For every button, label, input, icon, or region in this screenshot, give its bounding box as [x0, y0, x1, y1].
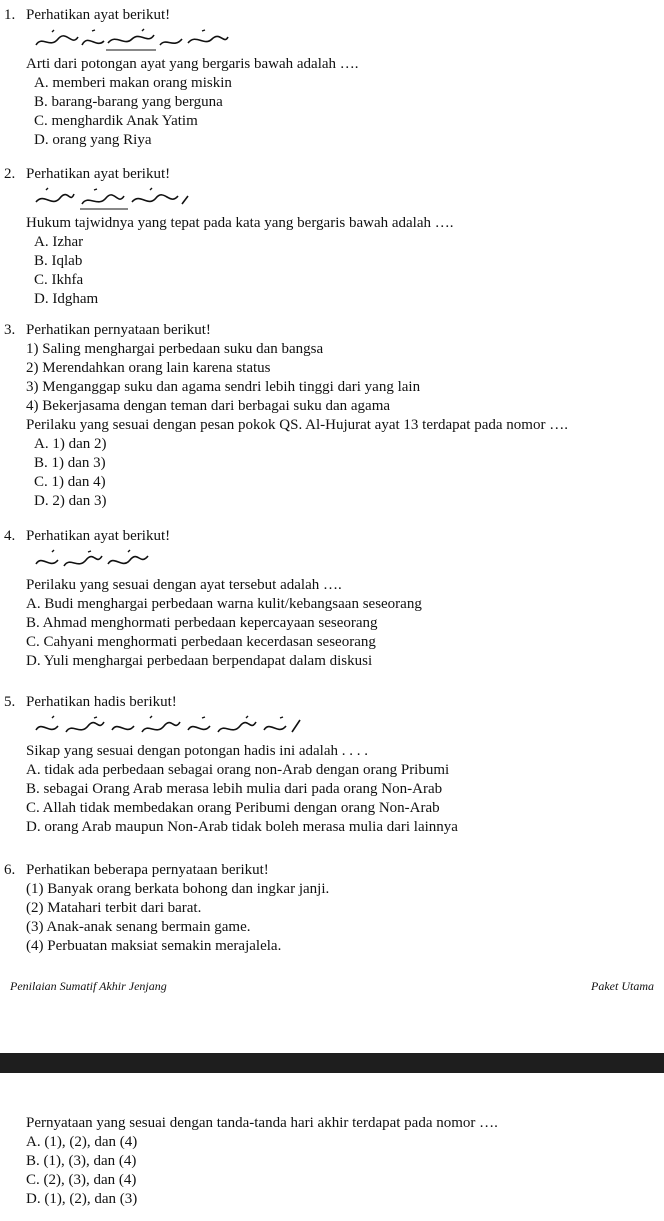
arabic-verse-image	[4, 25, 654, 55]
question-number: 1.	[4, 7, 16, 23]
question-1-header	[4, 6, 654, 25]
page-footer	[10, 977, 654, 996]
answer-option-a[interactable]: A. (1), (2), dan (4)	[26, 1134, 138, 1150]
arabic-hadith-image	[4, 712, 654, 742]
footer-assessment-title: Penilaian Sumatif Akhir Jenjang	[10, 979, 167, 993]
question-instruction: Hukum tajwidnya yang tepat pada kata yang bergaris bawah adalah ….	[26, 215, 454, 231]
statement-item: 2) Merendahkan orang lain karena status	[26, 360, 271, 376]
statement-item: (1) Banyak orang berkata bohong dan ingkar janji.	[26, 881, 330, 897]
question-prompt: Perhatikan ayat berikut!	[26, 166, 171, 182]
question-number: 3.	[4, 322, 16, 338]
question-6	[4, 861, 654, 956]
question-6-header	[4, 861, 654, 880]
question-instruction: Arti dari potongan ayat yang bergaris bawah adalah ….	[26, 56, 359, 72]
answer-option-d[interactable]: D. Idgham	[34, 291, 99, 307]
answer-option-d[interactable]: D. (1), (2), dan (3)	[26, 1191, 138, 1207]
question-5-header	[4, 693, 654, 712]
question-prompt: Perhatikan ayat berikut!	[26, 7, 171, 23]
answer-option-a[interactable]: A. Izhar	[34, 234, 84, 250]
question-4	[4, 527, 654, 671]
statement-item: 4) Bekerjasama dengan teman dari berbagai suku dan agama	[26, 398, 391, 414]
question-instruction: Pernyataan yang sesuai dengan tanda-tanda hari akhir terdapat pada nomor ….	[26, 1115, 498, 1131]
arabic-verse-image	[4, 546, 654, 576]
answer-option-b[interactable]: B. sebagai Orang Arab merasa lebih mulia dari pada orang Non-Arab	[26, 781, 443, 797]
question-2-header	[4, 165, 654, 184]
answer-option-b[interactable]: B. 1) dan 3)	[34, 455, 106, 471]
statement-item: (2) Matahari terbit dari barat.	[26, 900, 202, 916]
question-instruction: Perilaku yang sesuai dengan pesan pokok QS. Al-Hujurat ayat 13 terdapat pada nomor ….	[26, 417, 568, 433]
question-prompt: Perhatikan ayat berikut!	[26, 528, 171, 544]
question-instruction: Sikap yang sesuai dengan potongan hadis ini adalah . . . .	[26, 743, 369, 759]
question-prompt: Perhatikan beberapa pernyataan berikut!	[26, 862, 269, 878]
question-prompt: Perhatikan pernyataan berikut!	[26, 322, 211, 338]
answer-option-b[interactable]: B. Ahmad menghormati perbedaan kepercayaan seseorang	[26, 615, 378, 631]
arabic-calligraphy-icon	[32, 186, 192, 212]
question-2	[4, 165, 654, 309]
question-4-header	[4, 527, 654, 546]
answer-option-d[interactable]: D. 2) dan 3)	[34, 493, 107, 509]
question-number: 4.	[4, 528, 16, 544]
answer-option-a[interactable]: A. Budi menghargai perbedaan warna kulit/kebangsaan seseorang	[26, 596, 422, 612]
question-6-continued	[4, 1114, 654, 1209]
answer-option-d[interactable]: D. orang Arab maupun Non-Arab tidak boleh merasa mulia dari lainnya	[26, 819, 458, 835]
statement-item: (3) Anak-anak senang bermain game.	[26, 919, 251, 935]
statement-item: (4) Perbuatan maksiat semakin merajalela.	[26, 938, 282, 954]
question-number: 5.	[4, 694, 16, 710]
answer-option-d[interactable]: D. orang yang Riya	[34, 132, 152, 148]
question-number: 6.	[4, 862, 16, 878]
question-prompt: Perhatikan hadis berikut!	[26, 694, 177, 710]
question-3	[4, 321, 654, 511]
arabic-calligraphy-icon	[32, 548, 152, 574]
answer-option-a[interactable]: A. memberi makan orang miskin	[34, 75, 232, 91]
statement-item: 3) Menganggap suku dan agama sendri lebih tinggi dari yang lain	[26, 379, 421, 395]
answer-option-b[interactable]: B. barang-barang yang berguna	[34, 94, 223, 110]
question-number: 2.	[4, 166, 16, 182]
answer-option-a[interactable]: A. 1) dan 2)	[34, 436, 107, 452]
answer-option-a[interactable]: A. tidak ada perbedaan sebagai orang non-Arab dengan orang Pribumi	[26, 762, 450, 778]
footer-package-label: Paket Utama	[591, 979, 654, 993]
answer-option-d[interactable]: D. Yuli menghargai perbedaan berpendapat dalam diskusi	[26, 653, 373, 669]
arabic-calligraphy-icon	[32, 27, 232, 53]
answer-option-c[interactable]: C. (2), (3), dan (4)	[26, 1172, 137, 1188]
page-break-divider	[0, 1053, 664, 1073]
question-3-header	[4, 321, 654, 340]
answer-option-c[interactable]: C. Allah tidak membedakan orang Peribumi dengan orang Non-Arab	[26, 800, 440, 816]
answer-option-c[interactable]: C. Ikhfa	[34, 272, 84, 288]
question-1	[4, 6, 654, 150]
statement-item: 1) Saling menghargai perbedaan suku dan bangsa	[26, 341, 324, 357]
answer-option-b[interactable]: B. (1), (3), dan (4)	[26, 1153, 137, 1169]
answer-option-c[interactable]: C. menghardik Anak Yatim	[34, 113, 198, 129]
answer-option-c[interactable]: C. Cahyani menghormati perbedaan kecerdasan seseorang	[26, 634, 376, 650]
answer-option-b[interactable]: B. Iqlab	[34, 253, 83, 269]
arabic-calligraphy-icon	[32, 714, 304, 740]
answer-option-c[interactable]: C. 1) dan 4)	[34, 474, 106, 490]
question-5	[4, 693, 654, 837]
arabic-verse-image	[4, 184, 654, 214]
question-instruction: Perilaku yang sesuai dengan ayat tersebut adalah ….	[26, 577, 342, 593]
